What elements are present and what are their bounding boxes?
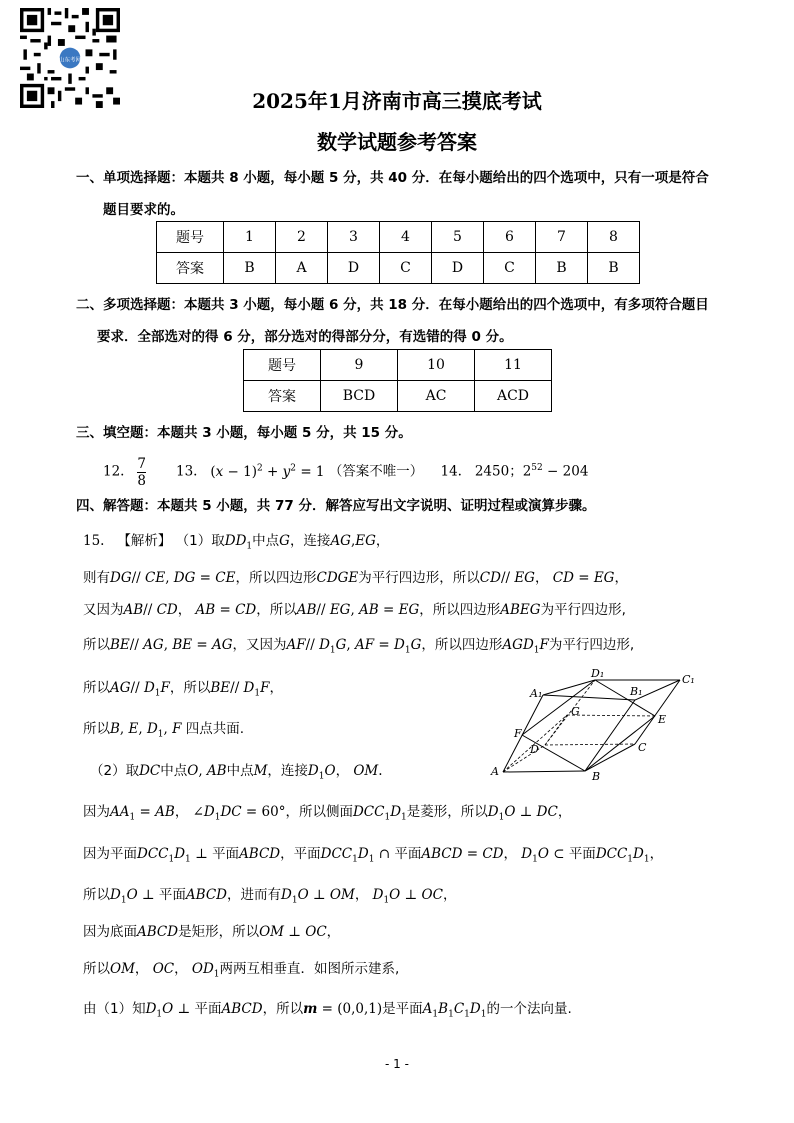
text: ，连接: [267, 763, 308, 779]
text: ，连接: [289, 533, 331, 549]
text: ，所以四边形: [421, 637, 503, 653]
q14-answer: 2450；: [474, 463, 523, 480]
q14-label: 14.: [440, 463, 462, 480]
edge-AB: [503, 771, 585, 772]
table-cell: B: [224, 253, 276, 284]
solution-line-6: 所以B, E, $D_1$, F 四点共面.: [83, 721, 245, 740]
table-cell: 9: [321, 350, 398, 381]
section-2-heading-cont: 要求．全部选对的得 6 分，部分选对的得部分分，有选错的得 0 分。: [97, 329, 513, 345]
text: 则有: [83, 570, 110, 586]
edge-AA1: [503, 695, 543, 772]
edge-BC: [585, 744, 635, 771]
text: 又因为: [83, 602, 124, 618]
table-cell: A: [276, 253, 328, 284]
text: 平面: [568, 846, 596, 862]
text: 平面: [394, 846, 422, 862]
table-cell: AC: [398, 381, 475, 412]
parallelepiped-figure: [485, 665, 700, 790]
solution-line-9: 因为平面$DCC_1D_1$ ⊥ 平面ABCD，平面$DCC_1D_1$ ∩ 平面ABCD = CD， $D_1O$ ⊂ 平面$DCC_1D_1$，: [83, 846, 664, 865]
text: 平面: [212, 846, 240, 862]
label-C: C: [638, 741, 647, 754]
text: 是平面: [382, 1001, 423, 1017]
table-cell: D: [432, 253, 484, 284]
table-row: [244, 381, 552, 412]
table-cell: 5: [432, 222, 484, 253]
text: 为平行四边形，所以: [358, 570, 480, 586]
solution-line-3: 又因为AB// CD， AB = CD，所以AB// EG, AB = EG，所以四边形ABEG为平行四边形,: [83, 602, 626, 618]
text: 为平行四边形,: [548, 637, 635, 653]
text: （2）取: [90, 763, 140, 779]
label-D: D: [530, 743, 539, 756]
table-cell: B: [588, 253, 640, 284]
q13-answer: $(x - 1)^2 + y^2 = 1$: [210, 463, 325, 480]
q12-fraction: [137, 456, 146, 489]
table-cell: BCD: [321, 381, 398, 412]
solution-line-7: （2）取DC中点O, AB中点M，连接$D_1O$， OM.: [90, 763, 383, 782]
document-subtitle: 数学试题参考答案: [317, 130, 477, 154]
text: ，所以四边形: [235, 570, 317, 586]
text: 平面: [194, 1001, 222, 1017]
table-cell: 3: [328, 222, 380, 253]
text: 平面: [158, 887, 186, 903]
hidden-edge-GE: [567, 715, 655, 716]
table-cell: C: [484, 253, 536, 284]
answer-table-multi: [243, 349, 552, 412]
q13-label: 13.: [176, 463, 198, 480]
text: 所以: [83, 721, 110, 737]
text: ，所以: [262, 1001, 304, 1017]
text: 因为: [83, 804, 110, 820]
hidden-edge-GD: [545, 715, 567, 745]
edge-BB1: [585, 700, 635, 771]
q12-numerator: 7: [137, 455, 146, 472]
q12-denominator: 8: [137, 472, 146, 489]
table-cell: 6: [484, 222, 536, 253]
label-E: E: [658, 713, 667, 726]
text: 所以: [83, 680, 110, 696]
page-number: - 1 -: [385, 1057, 409, 1071]
table-cell: 4: [380, 222, 432, 253]
table-cell: 8: [588, 222, 640, 253]
q15-label: 15.: [83, 533, 105, 549]
label-D1: D₁: [591, 667, 605, 680]
text: ，所以: [256, 602, 297, 618]
fill-answers: 12. $\frac{7}{8}$ 13. $(x - 1)^2 + y^2 = 1$ （答案不唯一） 14. 2450；$2^{52} - 204$: [103, 455, 589, 489]
text: ，平面: [280, 846, 321, 862]
text: 两两互相垂直．如图所示建系,: [219, 961, 400, 977]
table-cell: 2: [276, 222, 328, 253]
section-1-heading-cont: 题目要求的。: [103, 202, 184, 218]
q14-exponent: 52: [531, 463, 543, 473]
document-title: 2025年1月济南市高三摸底考试: [252, 89, 542, 113]
text: ，又因为: [232, 637, 287, 653]
solution-line-1: 15. 【解析】 （1）取$DD_1$中点G，连接AG,EG，: [83, 533, 390, 552]
solution-line-11: 因为底面ABCD是矩形，所以OM ⊥ OC，: [83, 924, 341, 940]
label-A: A: [491, 765, 499, 778]
label-C1: C₁: [682, 673, 695, 686]
table-row: [157, 222, 640, 253]
row-header: 题号: [157, 222, 224, 253]
solution-line-2: 则有DG// CE, DG = CE，所以四边形CDGE为平行四边形，所以CD// EG， CD = EG，: [83, 570, 628, 586]
text: 的一个法向量.: [486, 1001, 572, 1017]
q14-answer-tail: − 204: [542, 463, 589, 480]
section-1-heading: 一、单项选择题：本题共 8 小题，每小题 5 分，共 40 分．在每小题给出的四个选项中，只有一项是符合: [76, 170, 709, 186]
text: ，进而有: [227, 887, 281, 903]
text: 是矩形，所以: [178, 924, 260, 940]
solution-line-5: 所以AG// $D_1F$，所以BE// $D_1F$，: [83, 680, 283, 699]
section-4-heading: 四、解答题：本题共 5 小题，共 77 分．解答应写出文字说明、证明过程或演算步骤。: [76, 498, 596, 514]
text: 所以: [83, 887, 110, 903]
solution-line-10: 所以$D_1O$ ⊥ 平面ABCD，进而有$D_1O$ ⊥ OM， $D_1O$ ⊥ OC，: [83, 887, 457, 906]
q13-note: （答案不唯一）: [328, 463, 424, 480]
table-cell: 7: [536, 222, 588, 253]
table-cell: D: [328, 253, 380, 284]
solution-line-13: 由（1）知$D_1O$ ⊥ 平面ABCD，所以m = (0,0,1)是平面$A_1B_1C_1D_1$的一个法向量.: [83, 1001, 572, 1020]
text: 四点共面.: [185, 721, 245, 737]
text: 所以: [83, 637, 110, 653]
text: ，所以四边形: [419, 602, 501, 618]
text: 因为底面: [83, 924, 137, 940]
label-G: G: [571, 705, 580, 718]
qr-badge-text: 山东考网: [58, 57, 82, 64]
q15-tag: 【解析】: [117, 533, 172, 549]
table-cell: B: [536, 253, 588, 284]
text: 中点: [226, 763, 254, 779]
solution-line-4: 所以BE// AG, BE = AG，又因为AF// $D_1G$, AF = $D_1G$，所以四边形$AGD_1F$为平行四边形,: [83, 637, 635, 656]
label-A1: A₁: [530, 687, 543, 700]
row-header: 题号: [244, 350, 321, 381]
hidden-edge-DC: [545, 744, 635, 745]
table-row: [157, 253, 640, 284]
table-cell: 10: [398, 350, 475, 381]
solution-line-8: 因为$AA_1$ = AB， $\angle D_1DC = 60^\circ$，所以侧面$DCC_1D_1$是菱形，所以$D_1O$ ⊥ DC，: [83, 804, 572, 823]
table-cell: ACD: [475, 381, 552, 412]
section-3-heading: 三、填空题：本题共 3 小题，每小题 5 分，共 15 分。: [76, 425, 412, 441]
text: 是菱形，所以: [406, 804, 488, 820]
table-row: [244, 350, 552, 381]
label-F: F: [514, 727, 522, 740]
text: 中点: [160, 763, 188, 779]
solution-line-12: 所以OM， OC， $OD_1$两两互相垂直．如图所示建系,: [83, 961, 400, 980]
section-2-heading: 二、多项选择题：本题共 3 小题，每小题 6 分，共 18 分．在每小题给出的四个选项中，有多项符合题目: [76, 297, 709, 313]
text: 由（1）知: [83, 1001, 146, 1017]
label-B: B: [592, 770, 601, 783]
table-cell: 11: [475, 350, 552, 381]
q12-label: 12.: [103, 463, 125, 480]
text: 中点: [252, 533, 280, 549]
row-header: 答案: [244, 381, 321, 412]
text: ，所以侧面: [285, 804, 353, 820]
table-cell: 1: [224, 222, 276, 253]
text: 所以: [83, 961, 110, 977]
text: 为平行四边形,: [540, 602, 626, 618]
text: 因为平面: [83, 846, 137, 862]
label-B1: B₁: [630, 685, 643, 698]
table-cell: C: [380, 253, 432, 284]
text: ，所以: [169, 680, 211, 696]
answer-table-single: [156, 221, 640, 284]
edge-A1D1: [543, 680, 595, 695]
part-label: （1）取: [175, 533, 225, 549]
row-header: 答案: [157, 253, 224, 284]
